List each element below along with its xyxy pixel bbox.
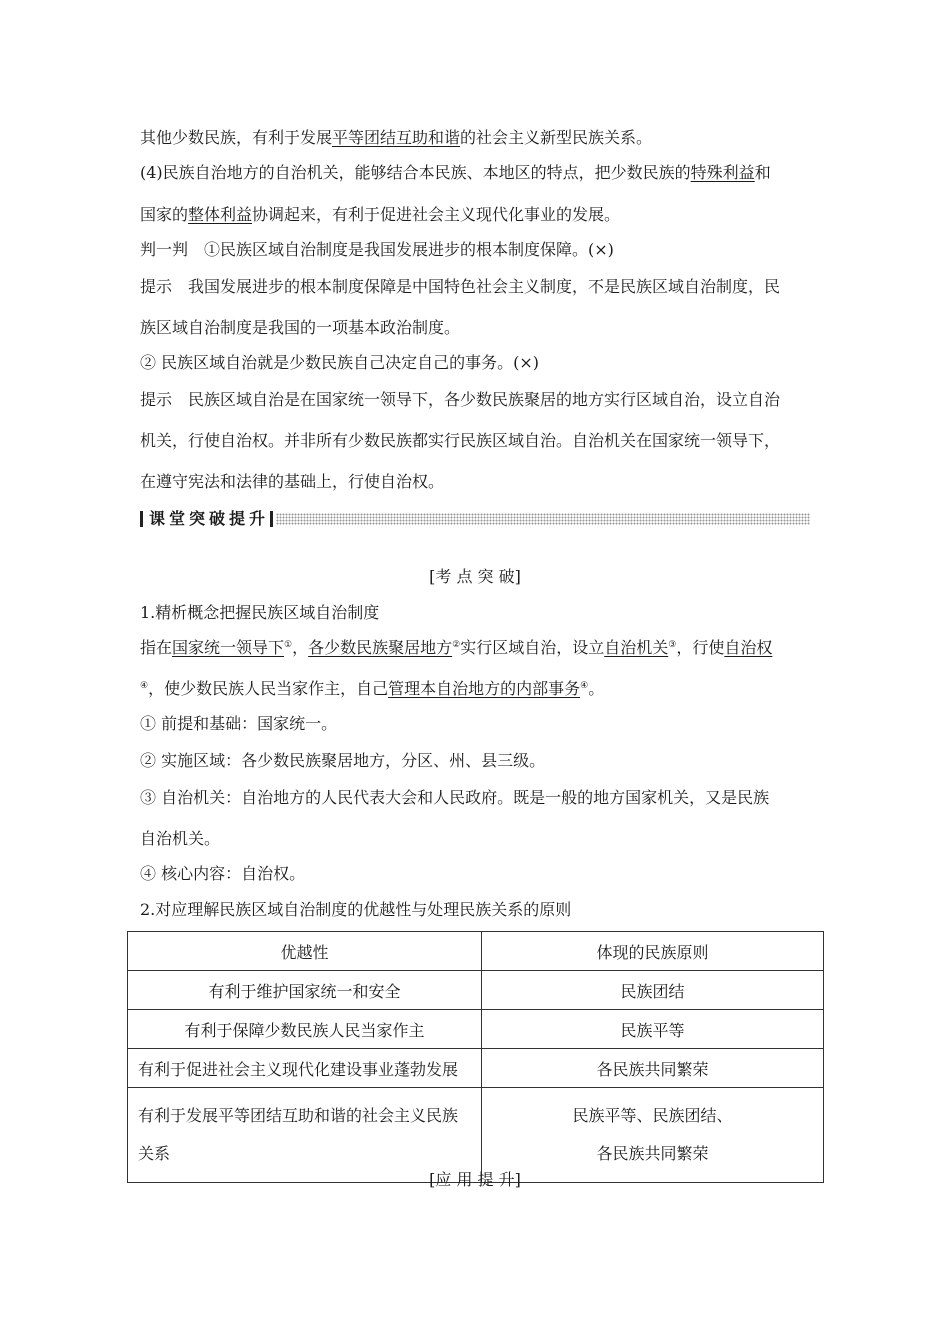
table-row (128, 1049, 824, 1088)
superscript: ④ (140, 681, 149, 691)
text-span: 和 (754, 163, 771, 182)
section-bar (140, 511, 143, 527)
text-line (140, 205, 620, 225)
text-span: 其他少数民族，有利于发展 (140, 128, 333, 147)
list-item: 自治机关。 (140, 829, 221, 848)
table-cell: 民族团结 (482, 971, 824, 1010)
principles-table (127, 931, 824, 1183)
text-span: 指在 (140, 638, 173, 657)
underlined-term: 自治机关 (604, 638, 669, 657)
text-span: ，使少数民族人民当家作主，自己 (148, 679, 389, 698)
judgment-line: ② 民族区域自治就是少数民族自己决定自己的事务。(×) (140, 353, 539, 372)
section-header (140, 510, 810, 528)
section-bar (270, 511, 273, 527)
list-item: ① 前提和基础：国家统一。 (140, 714, 338, 733)
superscript: ① (284, 640, 293, 650)
definition-line (140, 638, 772, 658)
table-row (128, 1088, 824, 1183)
text-span: 的社会主义新型民族关系。 (460, 128, 653, 147)
underlined-term: 国家统一领导下 (172, 638, 285, 657)
text-span: ， (292, 638, 309, 657)
hint-line: 在遵守宪法和法律的基础上，行使自治权。 (140, 472, 445, 491)
superscript: ③ (668, 640, 677, 650)
underlined-term: 管理本自治地方的内部事务 (388, 679, 581, 698)
text-span: ，行使 (676, 638, 725, 657)
text-span: 实行区域自治，设立 (460, 638, 605, 657)
text-line (140, 163, 771, 183)
table-cell (482, 1088, 824, 1183)
underlined-term: 各少数民族聚居地方 (308, 638, 453, 657)
cell-line: 民族平等、民族团结、 (572, 1106, 733, 1125)
table-row (128, 1010, 824, 1049)
table-cell: 有利于维护国家统一和安全 (128, 971, 482, 1010)
judgment-line: 判一判 ①民族区域自治制度是我国发展进步的根本制度保障。(×) (140, 240, 614, 259)
underlined-term: 整体利益 (188, 205, 253, 224)
underlined-term: 自治权 (724, 638, 773, 657)
hint-line: 提示 我国发展进步的根本制度保障是中国特色社会主义制度，不是民族区域自治制度，民 (140, 277, 781, 296)
underlined-term: 特殊利益 (690, 163, 755, 182)
hint-line: 族区域自治制度是我国的一项基本政治制度。 (140, 318, 461, 337)
list-item: ③ 自治机关：自治地方的人民代表大会和人民政府。既是一般的地方国家机关，又是民族 (140, 788, 770, 807)
table-cell (128, 1088, 482, 1183)
underlined-term: 平等团结互助和谐 (332, 128, 461, 147)
section-title: 课堂突破提升 (149, 509, 270, 528)
table-header-cell: 优越性 (128, 932, 482, 971)
cell-line: 各民族共同繁荣 (596, 1144, 709, 1163)
hint-line: 提示 民族区域自治是在国家统一领导下，各少数民族聚居的地方实行区域自治，设立自治 (140, 390, 781, 409)
cell-line: 关系 (138, 1144, 171, 1163)
definition-line (140, 679, 604, 699)
table-header-row (128, 932, 824, 971)
hint-line: 机关，行使自治权。并非所有少数民族都实行民族区域自治。自治机关在国家统一领导下， (140, 431, 781, 450)
subsection-title: [考 点 突 破] (429, 567, 521, 586)
superscript: ④ (580, 681, 589, 691)
text-span: 协调起来，有利于促进社会主义现代化事业的发展。 (252, 205, 621, 224)
cell-line: 有利于发展平等团结互助和谐的社会主义民族 (138, 1106, 459, 1125)
table-cell: 各民族共同繁荣 (482, 1049, 824, 1088)
text-line (140, 128, 652, 148)
subsection-title: [应 用 提 升] (429, 1170, 521, 1189)
point-heading: 2.对应理解民族区域自治制度的优越性与处理民族关系的原则 (140, 900, 572, 919)
table-header-cell: 体现的民族原则 (482, 932, 824, 971)
text-span: (4)民族自治地方的自治机关，能够结合本民族、本地区的特点，把少数民族的 (140, 163, 691, 182)
superscript: ② (452, 640, 461, 650)
text-span: 。 (588, 679, 605, 698)
table-cell: 有利于保障少数民族人民当家作主 (128, 1010, 482, 1049)
point-heading: 1.精析概念把握民族区域自治制度 (140, 603, 380, 622)
list-item: ④ 核心内容：自治权。 (140, 864, 306, 883)
table-cell: 民族平等 (482, 1010, 824, 1049)
table-cell: 有利于促进社会主义现代化建设事业蓬勃发展 (128, 1049, 482, 1088)
table-row (128, 971, 824, 1010)
list-item: ② 实施区域：各少数民族聚居地方，分区、州、县三级。 (140, 751, 546, 770)
text-span: 国家的 (140, 205, 189, 224)
section-dotted-rule (276, 513, 810, 525)
